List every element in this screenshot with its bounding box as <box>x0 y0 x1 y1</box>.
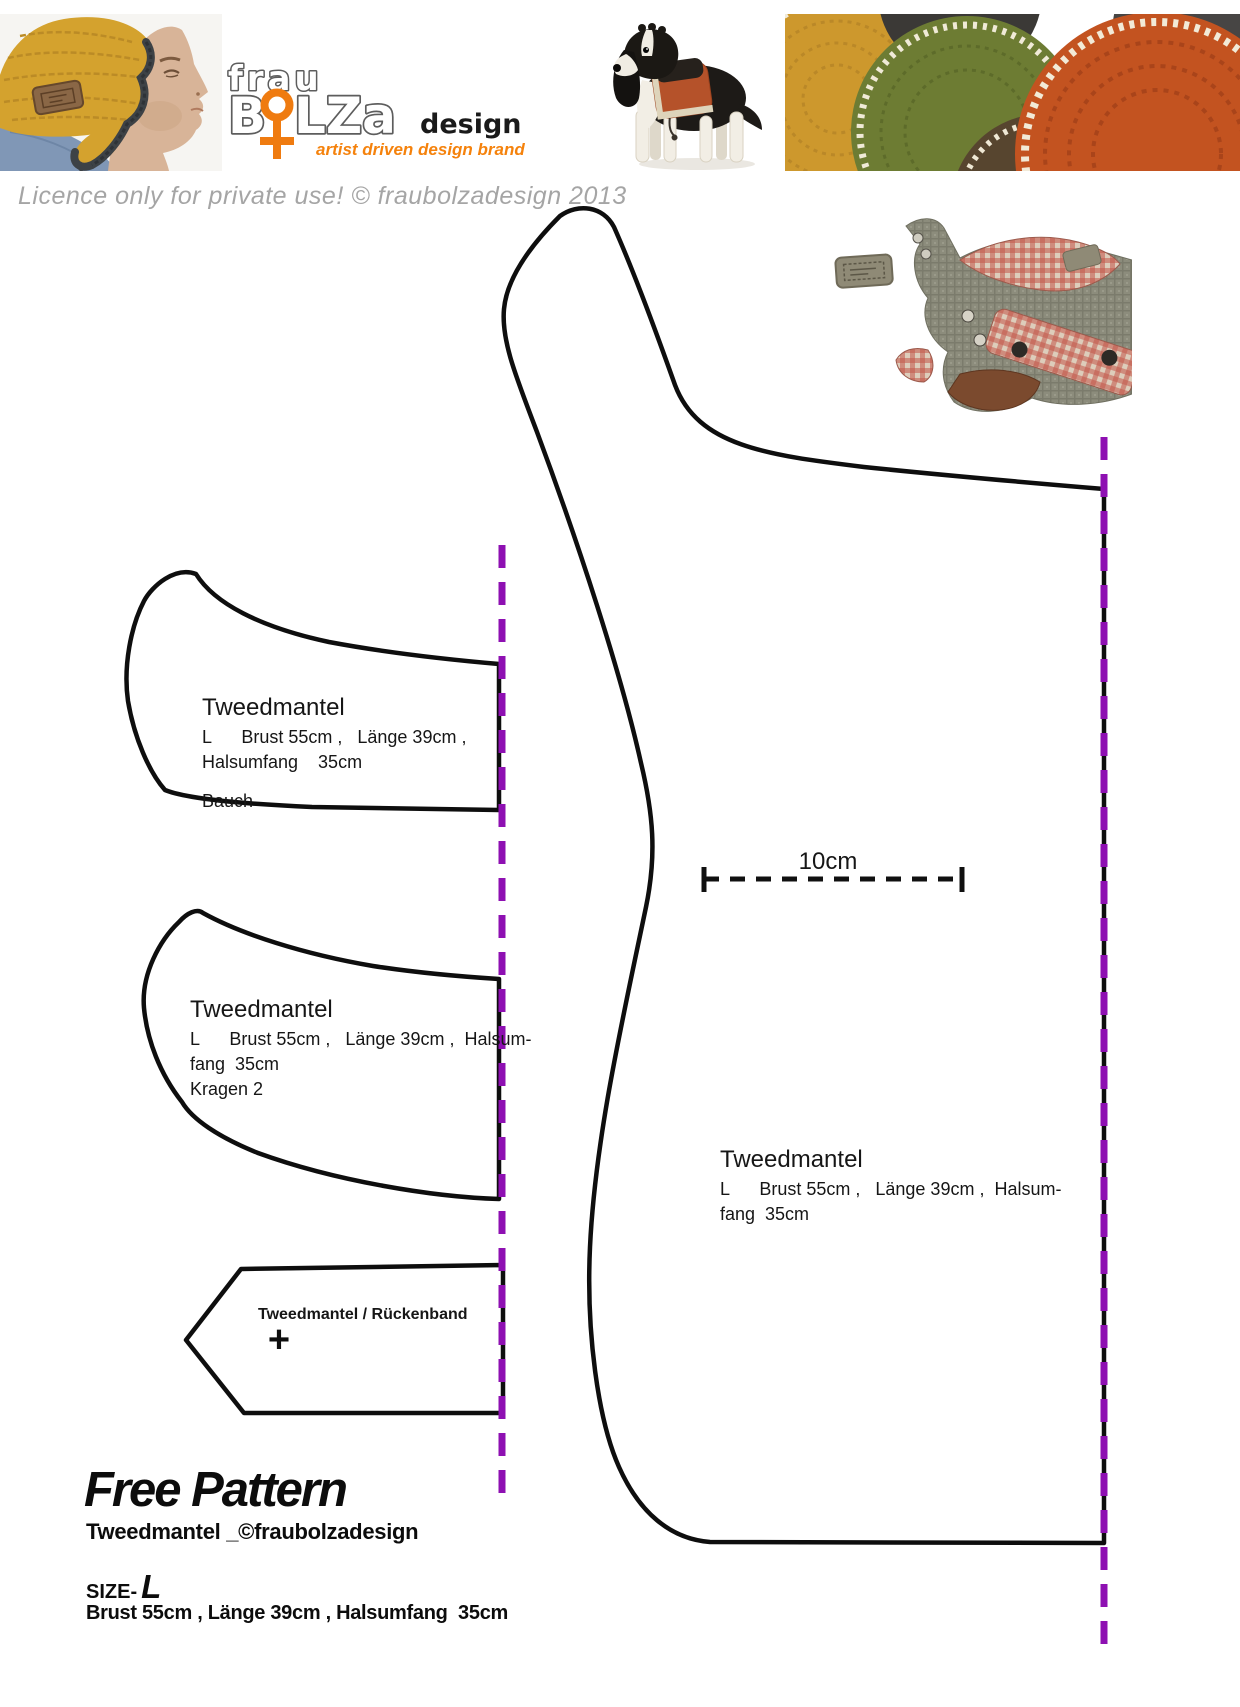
license-text: Licence only for private use! © fraubolzadesign 2013 <box>18 182 627 210</box>
pattern-piece-main-outline <box>504 208 1104 1543</box>
pattern-subtitle: Tweedmantel _©fraubolzadesign <box>86 1519 419 1544</box>
kragen-piece-name: Kragen 2 <box>190 1079 264 1099</box>
kragen-measurements-line1: L Brust 55cm , Länge 39cm , Halsum- <box>190 1029 532 1049</box>
kragen-measurements-line2: fang 35cm <box>190 1054 280 1074</box>
main-piece-label <box>720 1146 1061 1227</box>
bauch-title: Tweedmantel <box>202 694 345 721</box>
size-measurements: Brust 55cm , Länge 39cm , Halsumfang 35cm <box>86 1602 509 1624</box>
logo-word-bolza-b: B <box>228 87 267 145</box>
logo-tagline: artist driven design brand <box>316 140 525 159</box>
size-value: L <box>141 1568 162 1605</box>
main-measurements-line2: fang 35cm <box>720 1204 810 1224</box>
free-pattern-title: Free Pattern <box>84 1463 346 1517</box>
bauch-piece-name: Bauch <box>202 791 254 811</box>
rueckenband-piece-label: Tweedmantel / Rückenband <box>258 1306 468 1323</box>
kragen-title: Tweedmantel <box>190 996 333 1023</box>
bauch-piece-label <box>202 694 466 814</box>
bauch-measurements-line1: L Brust 55cm , Länge 39cm , <box>202 727 467 747</box>
logo-word-bolza-rest: LZa <box>294 87 396 145</box>
size-label: SIZE- <box>86 1581 138 1603</box>
plus-mark: + <box>267 1319 291 1361</box>
pattern-piece-rueckenband-outline <box>186 1265 503 1413</box>
bauch-measurements-line2: Halsumfang 35cm <box>202 752 363 772</box>
main-title: Tweedmantel <box>720 1146 863 1173</box>
main-measurements-line1: L Brust 55cm , Länge 39cm , Halsum- <box>720 1179 1062 1199</box>
kragen-piece-label <box>190 996 531 1102</box>
logo-word-frau: frau <box>228 59 323 99</box>
scale-bar-label: 10cm <box>798 848 858 875</box>
logo-word-design: design <box>420 109 522 140</box>
size-row <box>86 1568 161 1606</box>
